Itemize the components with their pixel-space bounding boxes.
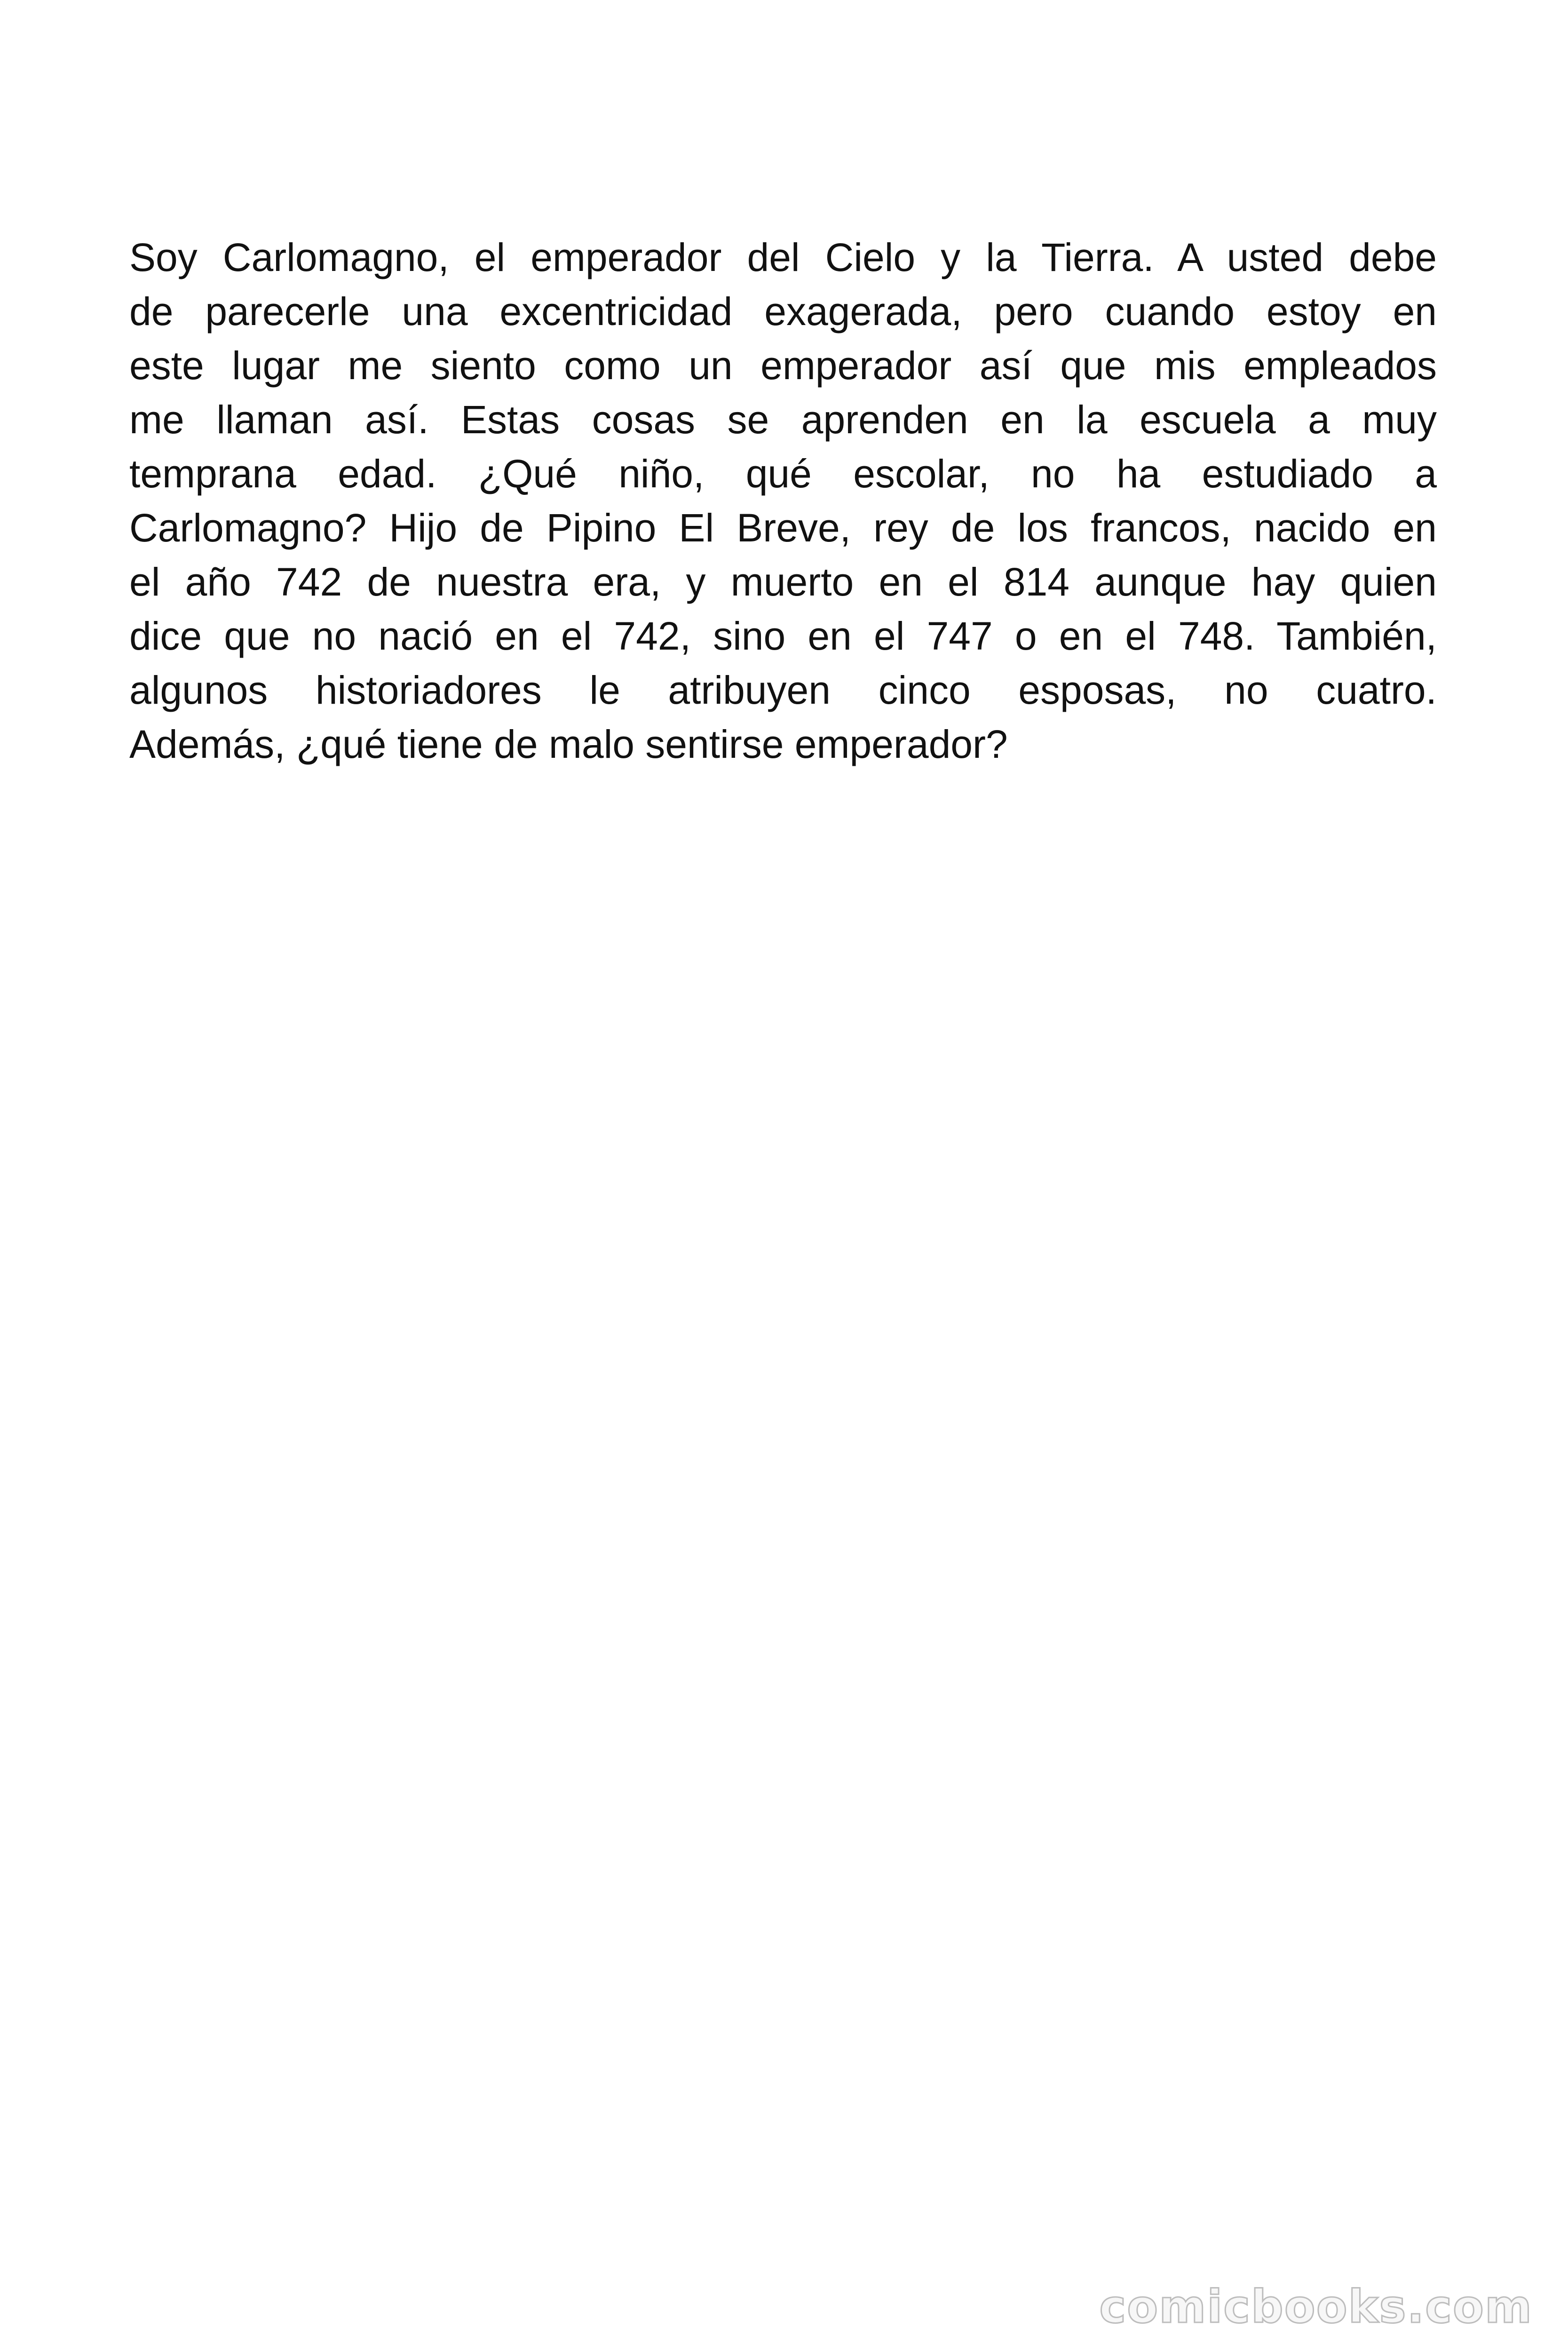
paragraph-line: de parecerle una excentricidad exagerada, pero cuando estoy en xyxy=(129,289,1437,334)
watermark: comicbooks.com xyxy=(1099,2280,1533,2333)
paragraph-line: algunos historiadores le atribuyen cinco esposas, no cuatro. xyxy=(129,668,1437,712)
paragraph-line: dice que no nació en el 742, sino en el 747 o en el 748. También, xyxy=(129,614,1437,658)
paragraph-line: el año 742 de nuestra era, y muerto en el 814 aunque hay quien xyxy=(129,560,1437,604)
paragraph-line: Carlomagno? Hijo de Pipino El Breve, rey de los francos, nacido en xyxy=(129,506,1437,550)
paragraph-line: temprana edad. ¿Qué niño, qué escolar, no ha estudiado a xyxy=(129,452,1437,496)
paragraph-line: Además, ¿qué tiene de malo sentirse emperador? xyxy=(129,722,1008,766)
paragraph-line: me llaman así. Estas cosas se aprenden en la escuela a muy xyxy=(129,397,1437,442)
paragraph-line: Soy Carlomagno, el emperador del Cielo y la Tierra. A usted debe xyxy=(129,235,1437,279)
paragraph-line: este lugar me siento como un emperador así que mis empleados xyxy=(129,343,1437,388)
body-paragraph xyxy=(129,230,1437,771)
